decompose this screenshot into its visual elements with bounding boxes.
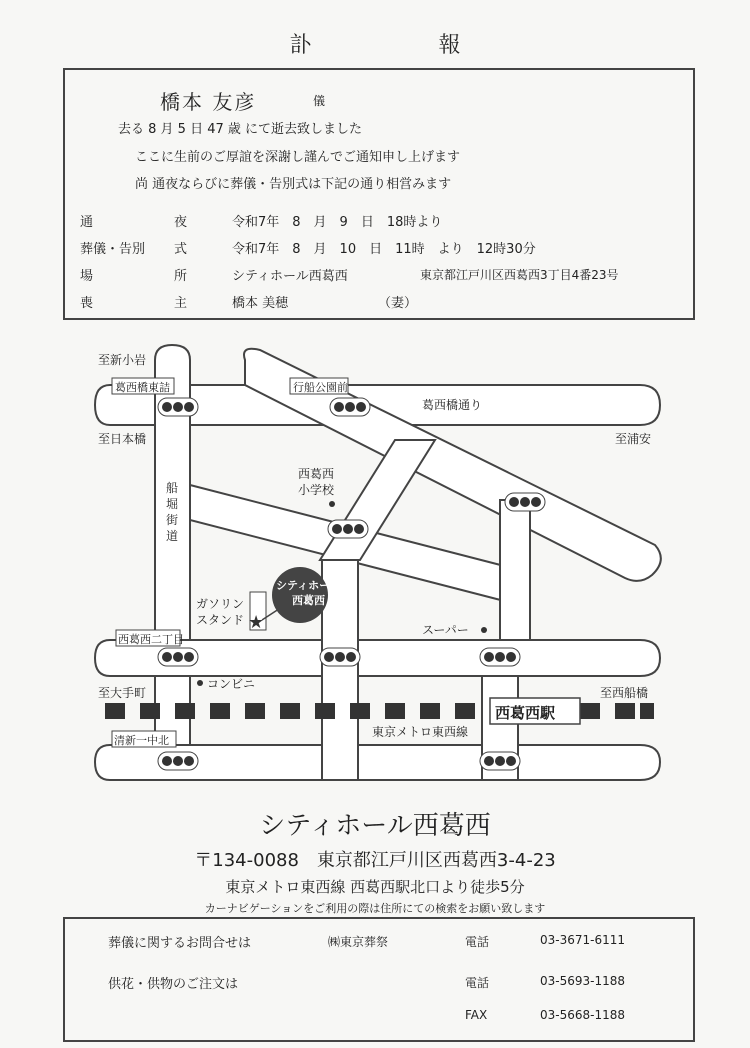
fax: 03-5668-1188 <box>540 1008 626 1022</box>
tel-label-1: 電話 <box>465 935 490 949</box>
schedule-value-place: シティホール西葛西 <box>232 269 348 284</box>
convenience-dot <box>197 680 203 686</box>
schedule-label-place: 場 <box>80 269 94 284</box>
signal-kasaibashi-higashi <box>158 398 198 416</box>
schedule-value-wake: 令和7年 8 月 9 日 18時より <box>232 215 443 230</box>
label-nishikasai-2chome: 西葛西二丁目 <box>118 633 184 646</box>
label-to-otemachi: 至大手町 <box>98 686 147 700</box>
schedule-value-funeral: 令和7年 8 月 10 日 11時 より 12時30分 <box>232 242 536 257</box>
venue-address: 〒134-0088 東京都江戸川区西葛西3-4-23 <box>194 850 556 871</box>
label-kasaibashi-higashi: 葛西橋東詰 <box>115 381 170 394</box>
label-station: 西葛西駅 <box>495 704 556 722</box>
label-to-urayasu: 至浦安 <box>615 432 652 446</box>
company-name: ㈱東京葬祭 <box>328 935 389 949</box>
school-dot <box>329 501 335 507</box>
label-to-nihonbashi: 至日本橋 <box>98 432 147 446</box>
tel-2[interactable]: 03-5693-1188 <box>540 974 626 988</box>
venue-access: 東京メトロ東西線 西葛西駅北口より徒歩5分 <box>225 878 525 896</box>
schedule-label-place-2: 所 <box>174 269 188 284</box>
funeral-inquiry-label: 葬儀に関するお問合せは <box>108 936 252 951</box>
navi-note: カーナビゲーションをご利用の際は住所にての検索をお願い致します <box>204 902 546 915</box>
schedule-label-wake: 通 <box>80 215 94 230</box>
schedule-place-address: 東京都江戸川区西葛西3丁目4番23号 <box>420 268 619 282</box>
signal-bottom-right <box>480 752 520 770</box>
schedule-label-chief-2: 主 <box>174 296 188 311</box>
tel-1[interactable]: 03-3671-6111 <box>540 933 626 947</box>
page-title: 訃 報 <box>289 33 521 58</box>
label-to-shinkoiwa: 至新小岩 <box>98 353 147 367</box>
label-funabori-kaido: 船堀街道 <box>166 481 179 543</box>
venue-badge: シティホール 西葛西 <box>276 579 341 607</box>
label-school: 西葛西 小学校 <box>298 467 335 497</box>
honorific: 儀 <box>313 94 326 108</box>
label-supermarket: スーパー <box>422 623 469 637</box>
label-gyosen-koen: 行船公園前 <box>293 381 348 394</box>
signal-nishikasai-2 <box>158 648 198 666</box>
signal-right <box>505 493 545 511</box>
label-tozai-line: 東京メトロ東西線 <box>372 725 469 739</box>
ceremony-line: 尚 通夜ならびに葬儀・告別式は下記の通り相営みます <box>135 177 452 192</box>
supermarket-dot <box>481 627 487 633</box>
road-right-vertical <box>500 500 530 655</box>
death-line: 去る 8 月 5 日 47 歳 にて逝去致しました <box>118 122 363 137</box>
schedule-chief-relation: （妻） <box>378 296 418 311</box>
label-gas-station: ガソリン スタンド <box>196 597 245 627</box>
schedule-label-chief: 喪 <box>80 296 94 311</box>
schedule-value-chief: 橋本 美穂 <box>232 296 289 311</box>
signal-middle-right <box>480 648 520 666</box>
venue-name: シティホール西葛西 <box>259 811 491 841</box>
label-seishin: 清新一中北 <box>114 734 169 747</box>
signal-school <box>328 520 368 538</box>
label-to-nishifunabashi: 至西船橋 <box>600 686 649 700</box>
deceased-name: 橋本 友彦 <box>160 90 257 114</box>
flowers-order-label: 供花・供物のご注文は <box>108 977 239 992</box>
signal-seishin <box>158 752 198 770</box>
fax-label: FAX <box>465 1008 488 1022</box>
signal-middle-center <box>320 648 360 666</box>
schedule-label-funeral-2: 式 <box>174 242 188 257</box>
schedule-label-wake-2: 夜 <box>174 215 188 230</box>
thanks-line: ここに生前のご厚誼を深謝し謹んでご通知申し上げます <box>135 150 461 165</box>
signal-gyosen <box>330 398 370 416</box>
tel-label-2: 電話 <box>465 976 490 990</box>
venue-star-icon: ★ <box>248 612 265 633</box>
label-kasaibashi-dori: 葛西橋通り <box>422 398 483 412</box>
schedule-label-funeral: 葬儀・告別 <box>80 242 146 257</box>
label-convenience: コンビニ <box>207 677 256 691</box>
